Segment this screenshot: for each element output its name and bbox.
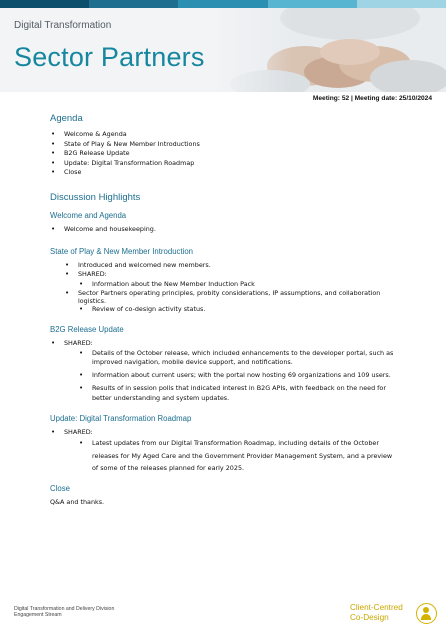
list-item: • State of Play & New Member Introductions	[50, 140, 395, 150]
footer-stream-line: Engagement Stream	[14, 612, 62, 619]
state-of-play-heading: State of Play & New Member Introduction	[50, 246, 194, 256]
discussion-heading: Discussion Highlights	[50, 191, 141, 203]
list-item: • Close	[50, 168, 395, 178]
state-of-play-list	[64, 261, 395, 280]
footer-codesign-line-1: Client-Centred	[350, 603, 403, 612]
footer-division	[14, 606, 114, 619]
document-header	[0, 8, 446, 92]
page-title: Sector Partners	[14, 42, 205, 72]
roadmap-heading: Update: Digital Transformation Roadmap	[50, 413, 192, 423]
roadmap-list	[50, 428, 395, 438]
state-of-play-sublist-2	[78, 305, 395, 315]
person-body-shape	[421, 614, 431, 620]
color-band-1	[0, 0, 89, 8]
person-head-shape	[423, 607, 429, 613]
document-body	[50, 107, 395, 508]
roadmap-sublist	[78, 437, 395, 474]
list-item: • Details of the October release, which included enhancements to the developer portal, such as improved navigation, mobile device support, and notifications.	[78, 349, 395, 368]
welcome-heading: Welcome and Agenda	[50, 210, 127, 220]
agenda-heading: Agenda	[50, 113, 83, 124]
color-band-5	[357, 0, 446, 8]
header-subtitle: Digital Transformation	[14, 20, 112, 31]
meeting-info: Meeting: 52 | Meeting date: 25/10/2024	[312, 95, 432, 102]
b2g-sublist	[78, 349, 395, 404]
color-band-2	[89, 0, 178, 8]
list-item: • Review of co-design activity status.	[78, 305, 395, 315]
list-item: • Welcome and housekeeping.	[50, 225, 395, 235]
list-item: • B2G Release Update	[50, 149, 395, 159]
list-item: • SHARED:	[64, 270, 395, 280]
close-heading: Close	[50, 484, 70, 494]
footer-codesign-label	[350, 603, 403, 622]
state-of-play-sublist	[78, 280, 395, 290]
header-color-bar	[0, 0, 446, 8]
list-item: • Results of in session polls that indicated interest in B2G APIs, with feedback on the need for better understanding and system updates.	[78, 384, 395, 403]
b2g-list	[50, 339, 395, 349]
person-circle-icon	[416, 603, 437, 624]
list-item: • SHARED:	[50, 428, 395, 438]
list-item: • Information about the New Member Induction Pack	[78, 280, 395, 290]
list-item: • Introduced and welcomed new members.	[64, 261, 395, 271]
list-item: • Information about current users; with the portal now hosting 69 organizations and 109 users.	[78, 371, 395, 381]
list-item: • Latest updates from our Digital Transformation Roadmap, including details of the October releases for My Aged Care and the Government Provider Management System, and a preview of some of the releases planned for early 2025.	[78, 437, 395, 474]
state-of-play-list-2	[64, 289, 395, 305]
close-text: Q&A and thanks.	[50, 498, 105, 507]
color-band-3	[178, 0, 267, 8]
footer-codesign-line-2: Co-Design	[350, 612, 389, 622]
list-item: • Sector Partners operating principles, probity considerations, IP assumptions, and collaboration logistics.	[64, 289, 395, 305]
list-item: • Welcome & Agenda	[50, 130, 395, 140]
stacked-hands-image	[210, 8, 446, 92]
agenda-list	[50, 130, 395, 178]
color-band-4	[268, 0, 357, 8]
b2g-heading: B2G Release Update	[50, 324, 124, 334]
footer-division-line: Digital Transformation and Delivery Division	[14, 606, 115, 612]
list-item: • Update: Digital Transformation Roadmap	[50, 159, 395, 169]
list-item: • SHARED:	[50, 339, 395, 349]
welcome-list	[50, 225, 395, 235]
